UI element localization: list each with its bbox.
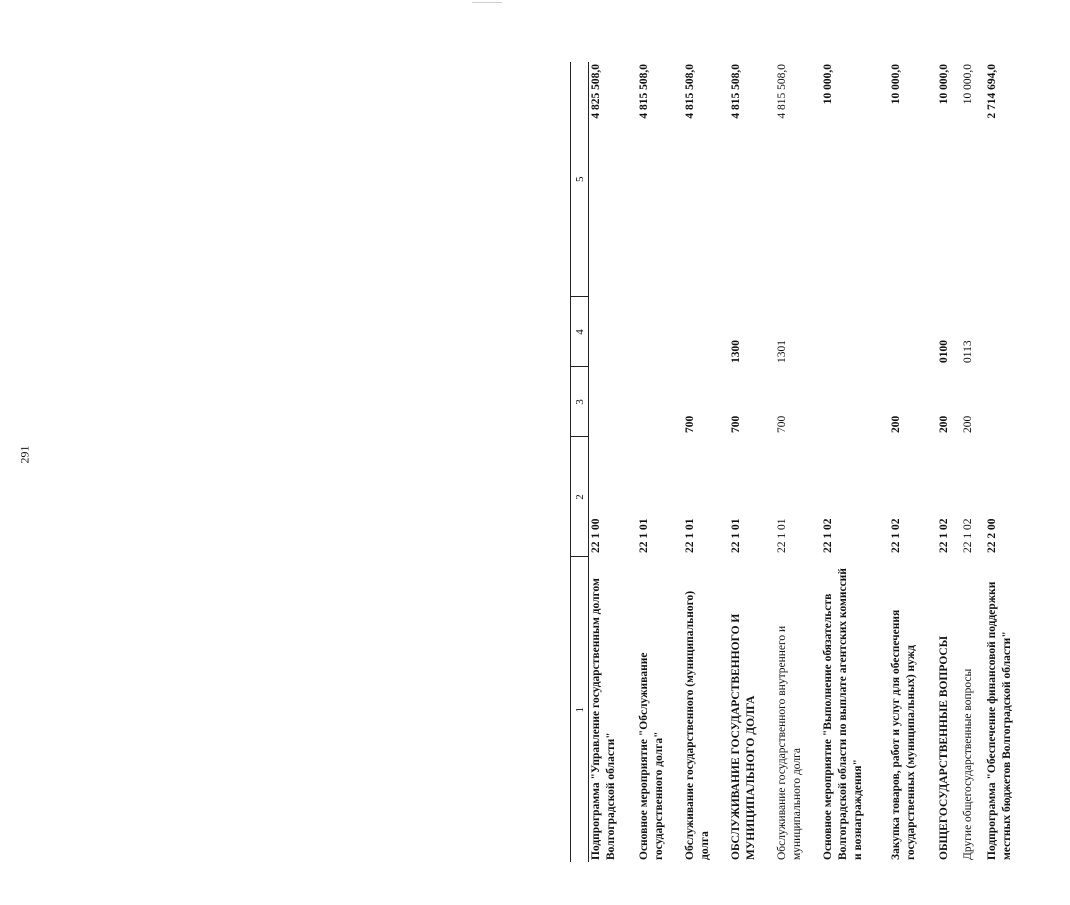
row-sum: 4 815 508,0	[729, 64, 742, 119]
row-csr: 22 1 02	[889, 518, 902, 553]
row-csr: 22 1 01	[637, 518, 650, 553]
row-csr: 22 1 02	[961, 518, 974, 553]
row-csr: 22 2 00	[985, 518, 998, 553]
table-row	[775, 62, 821, 862]
row-sum: 10 000,0	[961, 64, 974, 105]
row-vr	[821, 367, 889, 437]
scan-mark	[472, 2, 502, 3]
header-row	[571, 62, 589, 862]
row-rz	[683, 297, 729, 367]
row-csr: 22 1 01	[729, 518, 742, 553]
row-csr: 22 1 00	[590, 518, 602, 553]
row-csr: 22 1 02	[937, 518, 950, 553]
row-rz: 1301	[775, 340, 788, 363]
page-number: 291	[17, 445, 32, 464]
header-cell-5: 5	[571, 62, 589, 297]
row-rz: 0100	[937, 340, 950, 363]
row-name: Подпрограмма "Обеспечение финансовой поддержки местных бюджетов Волгоградской области"	[985, 581, 1013, 860]
row-vr	[589, 367, 637, 437]
row-sum: 10 000,0	[937, 64, 950, 105]
table-row	[683, 62, 729, 862]
header-cell-2: 2	[571, 437, 589, 557]
row-rz	[589, 297, 637, 367]
row-vr: 200	[937, 415, 950, 433]
row-sum: 4 815 508,0	[775, 64, 788, 119]
header-cell-3: 3	[571, 367, 589, 437]
row-sum: 2 714 694,0	[985, 64, 998, 119]
row-vr	[637, 367, 683, 437]
row-vr: 700	[729, 415, 742, 433]
row-vr: 700	[683, 415, 696, 433]
rotated-page-content	[570, 62, 1070, 862]
header-cell-1: 1	[571, 557, 589, 862]
row-name: Основное мероприятие "Выполнение обязательств Волгоградской области по выплате агентских комиссий и вознаграждения"	[821, 568, 864, 860]
row-name: ОБЩЕГОСУДАРСТВЕННЫЕ ВОПРОСЫ	[937, 635, 950, 860]
row-vr: 200	[889, 415, 902, 433]
row-vr: 200	[961, 415, 974, 433]
row-sum: 4 825 508,0	[590, 64, 602, 119]
row-rz	[821, 297, 889, 367]
row-sum: 10 000,0	[821, 64, 834, 105]
row-name: Обслуживание государственного (муниципального) долга	[683, 590, 711, 860]
table-row	[589, 62, 637, 862]
header-cell-4: 4	[571, 297, 589, 367]
row-rz	[637, 297, 683, 367]
row-rz: 1300	[729, 340, 742, 363]
row-name: Подпрограмма "Управление государственным долгом Волгоградской области"	[590, 578, 617, 860]
table-row	[985, 62, 1031, 862]
row-name: Закупка товаров, работ и услуг для обеспечения государственных (муниципальных) нужд	[889, 609, 917, 860]
budget-table	[570, 62, 1031, 862]
row-vr	[985, 367, 1031, 437]
row-name: Обслуживание государственного внутреннего и муниципального долга	[775, 625, 803, 860]
table-row	[961, 62, 985, 862]
table-row	[937, 62, 961, 862]
row-name: Другие общегосударственные вопросы	[961, 668, 974, 860]
row-vr: 700	[775, 415, 788, 433]
table-row	[637, 62, 683, 862]
table-row	[729, 62, 775, 862]
row-rz	[889, 297, 937, 367]
row-sum: 4 815 508,0	[683, 64, 696, 119]
row-name: Основное мероприятие "Обслуживание государственного долга"	[637, 652, 665, 860]
row-csr: 22 1 01	[775, 518, 788, 553]
row-csr: 22 1 02	[821, 518, 834, 553]
row-rz: 0113	[961, 340, 974, 363]
row-name: ОБСЛУЖИВАНИЕ ГОСУДАРСТВЕННОГО И МУНИЦИПАЛЬНОГО ДОЛГА	[729, 613, 757, 860]
table-row	[821, 62, 889, 862]
table-row	[889, 62, 937, 862]
row-sum: 10 000,0	[889, 64, 902, 105]
row-csr: 22 1 01	[683, 518, 696, 553]
row-rz	[985, 297, 1031, 367]
row-sum: 4 815 508,0	[637, 64, 650, 119]
